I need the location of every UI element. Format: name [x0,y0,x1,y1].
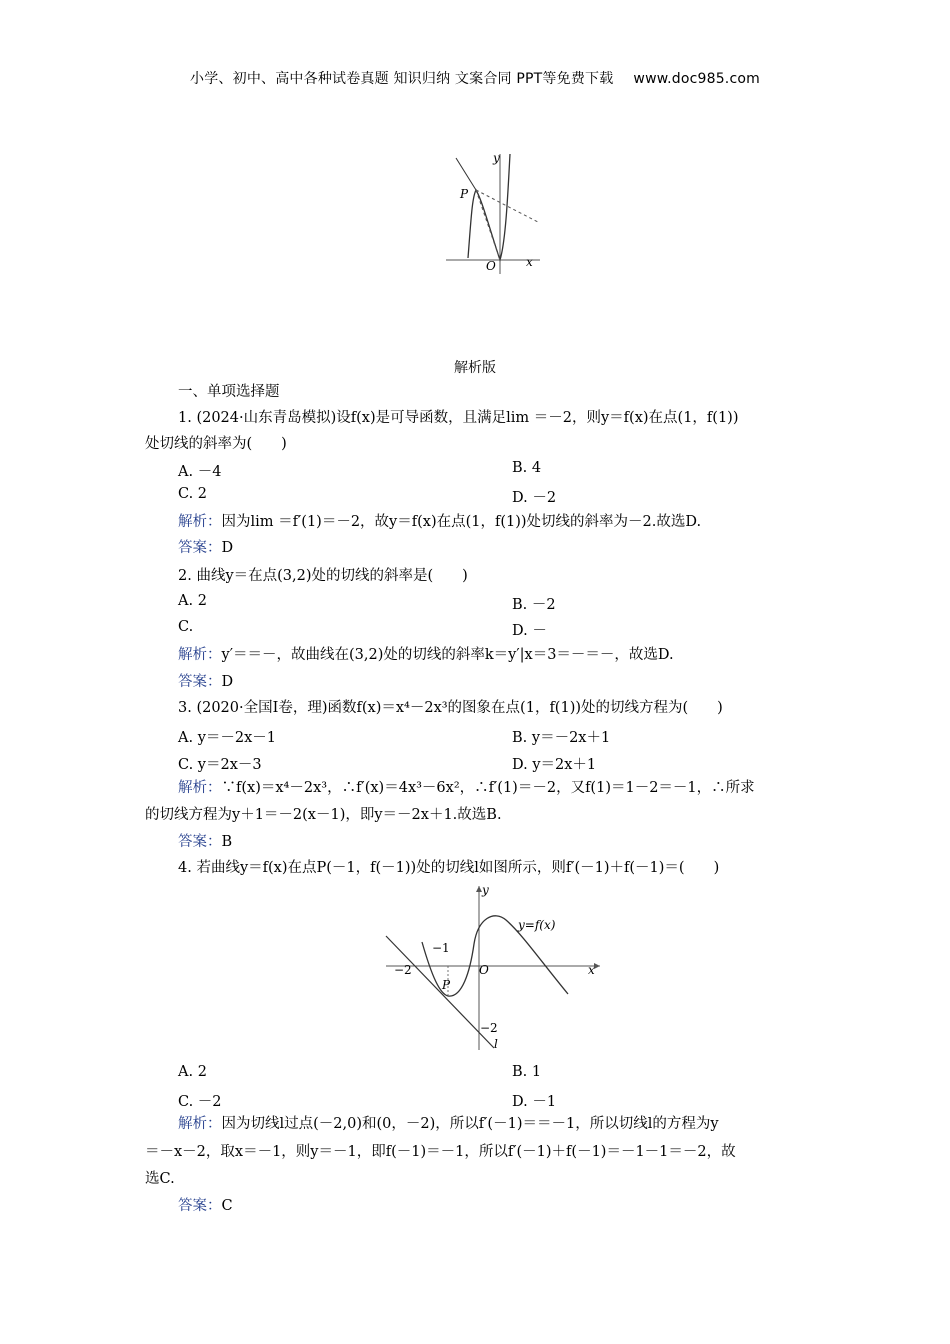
q3-option-a: A. y＝－2x－1 [178,730,277,746]
fig2-label-neg2: −2 [480,1021,498,1035]
q1-option-c: C. 2 [178,486,208,502]
header-url[interactable]: www.doc985.com [633,71,760,87]
q4-answer-value: C [221,1198,233,1214]
fig1-dashed-line-2 [476,190,500,260]
q4-option-c: C. －2 [178,1094,222,1110]
q3-answer-value: B [221,834,233,850]
fig2-x-arrow [594,963,600,969]
q3-answer-tag: 答案： [178,834,222,850]
q4-analysis-line3: 选C. [145,1171,175,1187]
page-header [0,68,950,88]
q1-option-b: B. 4 [512,460,542,476]
figure-2-graph [382,882,606,1054]
figure-1-graph [446,150,540,274]
q4-answer [178,1196,233,1216]
q3-option-d: D. y＝2x＋1 [512,757,597,773]
q2-answer [178,672,233,692]
q1-answer [178,538,233,558]
q4-option-b: B. 1 [512,1064,542,1080]
q1-option-a: A. －4 [178,464,222,480]
q4-option-a: A. 2 [178,1064,207,1080]
q3-analysis-line2: 的切线方程为y＋1＝－2(x－1)，即y＝－2x＋1.故选B. [145,807,502,823]
q3-option-b: B. y＝－2x＋1 [512,730,611,746]
fig1-label-y: y [493,151,500,165]
q2-option-c: C. [178,619,194,635]
q4-analysis-line2: ＝－x－2，取x＝－1，则y＝－1，即f(－1)＝－1，所以f′(－1)＋f(－1)＝－1－1＝－2，故 [145,1144,736,1160]
q3-analysis-tag: 解析： [178,780,222,796]
fig2-label-l: l [494,1037,498,1051]
q1-stem-line2: 处切线的斜率为( ) [145,436,287,452]
fig2-label-O: O [479,963,489,977]
q4-analysis-tag: 解析： [178,1116,222,1132]
q1-stem-line1: 1. (2024·山东青岛模拟)设f(x)是可导函数，且满足lim ＝－2，则y＝f(x)在点(1，f(1)) [178,410,739,426]
fig1-curve [468,154,510,260]
q2-analysis-tag: 解析： [178,647,222,663]
q2-option-d: D. － [512,623,547,639]
q2-answer-tag: 答案： [178,674,222,690]
q2-option-a: A. 2 [178,593,207,609]
section-heading: 一、单项选择题 [178,384,280,400]
q4-answer-tag: 答案： [178,1198,222,1214]
q1-option-d: D. －2 [512,490,557,506]
fig2-label-minus2: −2 [394,963,412,977]
q3-option-c: C. y＝2x－3 [178,757,262,773]
q1-answer-tag: 答案： [178,540,222,556]
q3-analysis-text: ∵f(x)＝x⁴－2x³，∴f′(x)＝4x³－6x²，∴f′(1)＝－2，又f(1)＝1－2＝－1，∴所求 [221,780,755,796]
fig2-label-y: y [482,883,489,897]
header-text: 小学、初中、高中各种试卷真题 知识归纳 文案合同 PPT等免费下载 [190,71,614,87]
q3-answer [178,832,232,852]
q1-analysis-text: 因为lim ＝f′(1)＝－2，故y＝f(x)在点(1，f(1))处切线的斜率为－2.故选D. [221,514,702,530]
q2-option-b: B. －2 [512,597,556,613]
q2-stem-line1: 2. 曲线y＝在点(3,2)处的切线的斜率是( ) [178,568,468,584]
q4-analysis-text: 因为切线l过点(－2,0)和(0，－2)，所以f′(－1)＝＝－1，所以切线l的方程为y [221,1116,719,1132]
fig1-label-P: P [460,187,469,201]
q3-stem-line1: 3. (2020·全国Ⅰ卷，理)函数f(x)＝x⁴－2x³的图象在点(1，f(1))处的切线方程为( ) [178,700,723,716]
q2-answer-value: D [221,674,234,690]
q4-analysis [178,1114,719,1134]
q1-answer-value: D [221,540,234,556]
fig2-label-P: P [442,978,451,992]
q1-analysis-tag: 解析： [178,514,222,530]
q4-stem-line1: 4. 若曲线y＝f(x)在点P(－1，f(－1))处的切线l如图所示，则f′(－1)＋f(－1)＝( ) [178,860,720,876]
fig2-label-x: x [588,963,595,977]
q1-analysis [178,512,701,532]
fig1-tangent-line [456,158,476,190]
page-title: 解析版 [454,360,496,376]
fig1-label-x: x [526,255,533,269]
fig2-label-minus1: −1 [432,941,450,955]
q4-option-d: D. －1 [512,1094,557,1110]
fig2-label-fx: y=f(x) [518,918,556,932]
q3-analysis [178,778,755,798]
q2-analysis [178,645,674,665]
q2-analysis-text: y′＝＝－，故曲线在(3,2)处的切线的斜率k＝y′|x＝3＝－＝－，故选D. [221,647,674,663]
fig1-label-O: O [486,259,496,273]
